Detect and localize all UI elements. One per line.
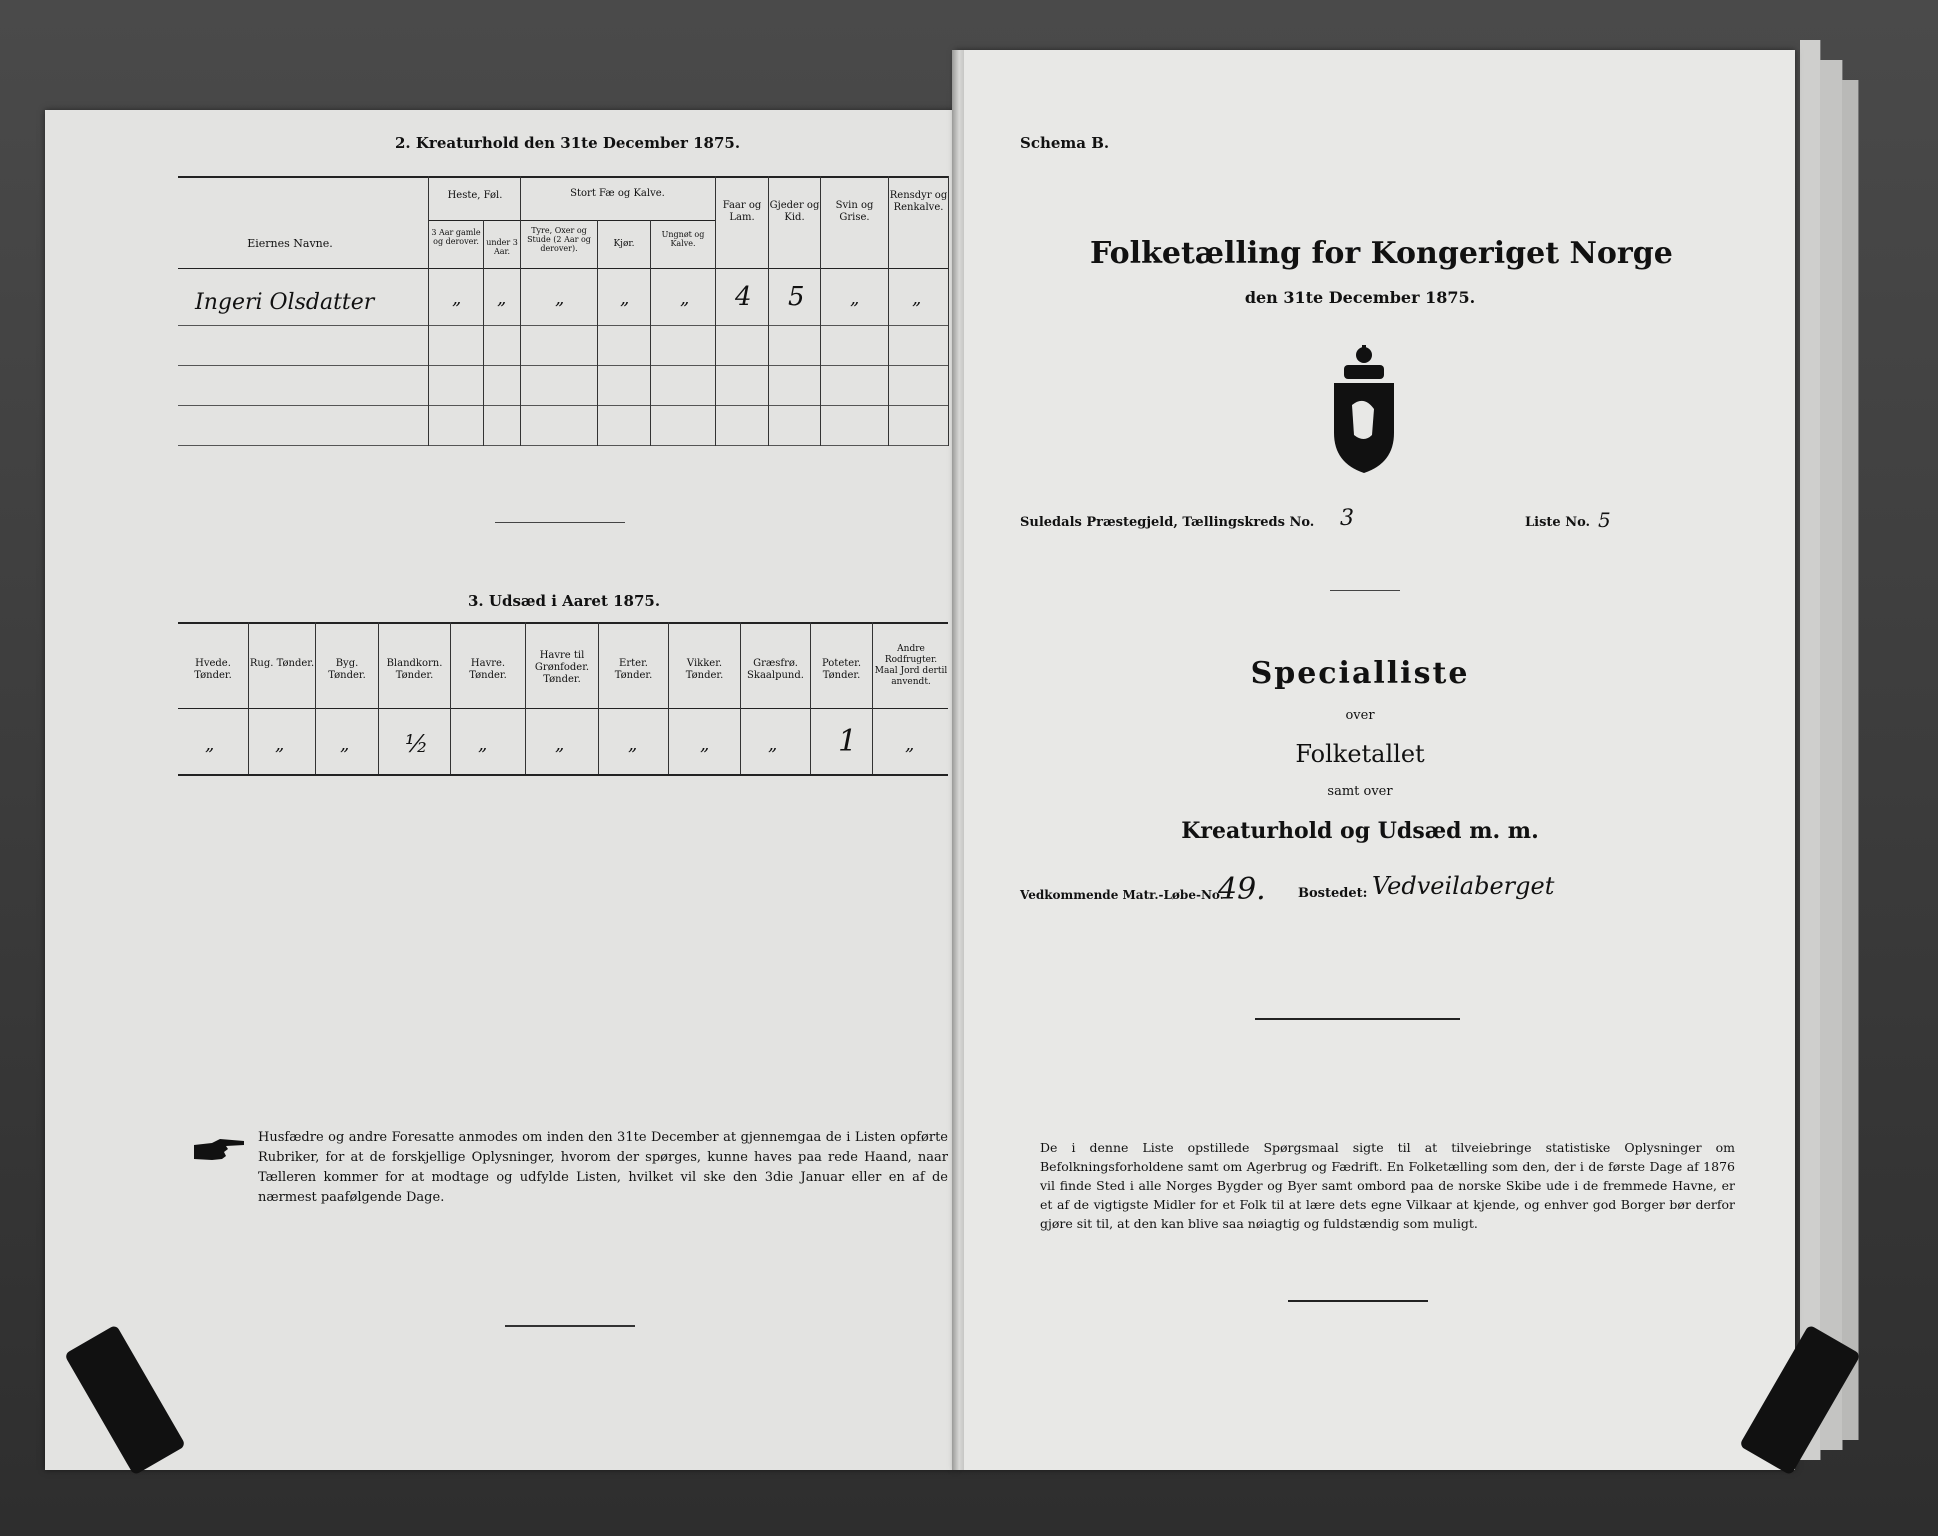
livestock-heading: 2. Kreaturhold den 31te December 1875. — [395, 134, 741, 152]
value-erter: „ — [628, 734, 638, 755]
divider — [505, 1325, 635, 1327]
book-spine — [952, 50, 964, 1470]
col-ungnot: Ungnøt og Kalve. — [661, 230, 705, 248]
col-hvede: Hvede. Tønder. — [194, 658, 232, 681]
value-poteter: 1 — [838, 724, 858, 759]
col-havre: Havre. Tønder. — [469, 658, 507, 681]
table-rule — [178, 622, 948, 624]
divider — [1330, 590, 1400, 591]
table-rule — [178, 405, 948, 406]
value-graesfro: „ — [768, 734, 778, 755]
value-tyre: „ — [555, 288, 565, 309]
value-under3: „ — [497, 288, 507, 309]
table-rule — [178, 445, 948, 446]
tellingskreds-no: 3 — [1340, 506, 1354, 531]
matr-no: 49. — [1218, 872, 1266, 907]
col-heste: Heste, Føl. — [447, 190, 503, 201]
table-rule — [178, 365, 948, 366]
divider — [495, 522, 625, 523]
seed-heading: 3. Udsæd i Aaret 1875. — [468, 592, 661, 610]
col-owner: Eiernes Navne. — [247, 237, 333, 250]
value-rensdyr: „ — [912, 288, 922, 309]
col-tyre: Tyre, Oxer og Stude (2 Aar og derover). — [527, 226, 591, 253]
col-byg: Byg. Tønder. — [328, 658, 366, 681]
value-havre: „ — [478, 734, 488, 755]
page-stack-edge — [1800, 40, 1821, 1460]
value-gjeder: 5 — [788, 282, 805, 312]
value-vikker: „ — [700, 734, 710, 755]
table-rule — [178, 176, 948, 178]
value-blandkorn: ½ — [405, 730, 429, 758]
value-havre-gronfoder: „ — [555, 734, 565, 755]
col-erter: Erter. Tønder. — [614, 658, 653, 681]
pointing-hand-icon — [192, 1135, 247, 1165]
col-under3: under 3 Aar. — [486, 238, 518, 256]
col-rensdyr: Rensdyr og Renkalve. — [889, 190, 948, 213]
value-hvede: „ — [205, 734, 215, 755]
table-rule — [178, 325, 948, 326]
over-label: over — [1345, 708, 1375, 723]
col-svin: Svin og Grise. — [835, 200, 874, 223]
liste-no: 5 — [1598, 508, 1611, 532]
table-rule — [178, 268, 948, 269]
liste-label: Liste No. — [1525, 515, 1591, 530]
col-graesfro: Græsfrø. Skaalpund. — [747, 658, 804, 681]
schema-label: Schema B. — [1020, 134, 1110, 152]
value-byg: „ — [340, 734, 350, 755]
page-stack-edge — [1820, 60, 1843, 1450]
table-rule — [178, 708, 948, 709]
value-3aar: „ — [452, 288, 462, 309]
page-stack-edge — [1842, 80, 1859, 1440]
value-kjor: „ — [620, 288, 630, 309]
value-ungnot: „ — [680, 288, 690, 309]
col-andre: Andre Rodfrugter. Maal Jord dertil anvendt. — [874, 644, 948, 687]
value-svin: „ — [850, 288, 860, 309]
col-3aar: 3 Aar gamle og derover. — [431, 228, 481, 246]
col-faar: Faar og Lam. — [722, 200, 762, 223]
value-faar: 4 — [735, 282, 752, 312]
col-vikker: Vikker. Tønder. — [685, 658, 724, 681]
col-blandkorn: Blandkorn. Tønder. — [386, 658, 443, 681]
col-gjeder: Gjeder og Kid. — [769, 200, 820, 223]
table-rule — [178, 774, 948, 776]
value-andre: „ — [905, 734, 915, 755]
matr-label: Vedkommende Matr.-Løbe-No. — [1020, 888, 1224, 902]
samt-over-label: samt over — [1327, 784, 1393, 799]
divider — [1255, 1018, 1460, 1020]
table-rule — [520, 220, 715, 221]
coat-of-arms-icon — [1328, 345, 1400, 475]
census-date: den 31te December 1875. — [1244, 288, 1476, 307]
col-kjor: Kjør. — [613, 239, 635, 249]
folketallet-label: Folketallet — [1295, 740, 1425, 768]
census-title: Folketælling for Kongeriget Norge — [1090, 236, 1673, 271]
parish-label: Suledals Præstegjeld, Tællingskreds No. — [1020, 515, 1315, 530]
bostedet-value: Vedveilaberget — [1372, 872, 1555, 900]
bostedet-label: Bostedet: — [1298, 886, 1368, 901]
divider — [1288, 1300, 1428, 1302]
col-poteter: Poteter. Tønder. — [821, 658, 862, 681]
specialliste-title: Specialliste — [1250, 656, 1470, 691]
col-havre-gronfoder: Havre til Grønfoder. Tønder. — [534, 650, 590, 685]
owner-name: Ingeri Olsdatter — [195, 290, 375, 315]
value-rug: „ — [275, 734, 285, 755]
col-stort: Stort Fæ og Kalve. — [570, 188, 665, 199]
left-page — [45, 110, 955, 1470]
kreaturhold-label: Kreaturhold og Udsæd m. m. — [1181, 818, 1539, 844]
table-rule — [428, 220, 520, 221]
notice-text: Husfædre og andre Foresatte anmodes om inden den 31te December at gjennemgaa de i Listen opførte Rubriker, for at de forskjellige Oplysninger, hvorom der spørges, kunne haves paa rede Haand, naar Tælleren kommer for at modtage og udfylde Listen, hvilket vil ske den 3die Januar eller en af de nærmest paafølgende Dage. — [258, 1130, 948, 1205]
notice-paragraph: De i denne Liste opstillede Spørgsmaal sigte til at tilveiebringe statistiske Oplysninger om Befolkningsforholdene samt om Agerbrug og Fædrift. En Folketælling som den, der i de første Dage af 1876 vil finde Sted i alle Norges Bygder og Byer samt ombord paa de norske Skibe ude i de fremmede Havne, er et af de vigtigste Midler for et Folk til at lære dets egne Vilkaar at kjende, og enhver god Borger bør derfor gjøre sit til, at den kan blive saa nøiagtig og fuldstændig som muligt. — [1040, 1140, 1735, 1231]
col-rug: Rug. Tønder. — [249, 658, 315, 669]
